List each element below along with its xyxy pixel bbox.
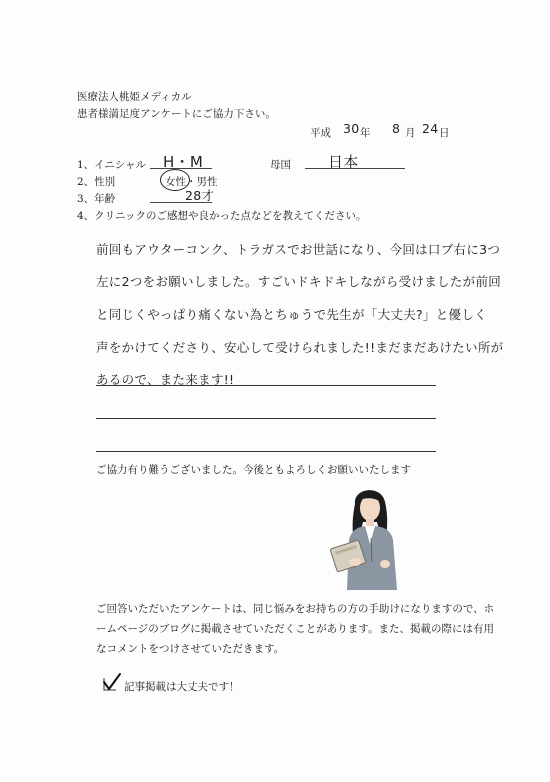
country-value: 日本 xyxy=(328,153,359,171)
check-mark-icon xyxy=(104,674,120,689)
survey-title: 患者様満足度アンケートにご協力下さい。 xyxy=(77,108,276,120)
age-underline xyxy=(150,202,212,203)
gender-male: 男性 xyxy=(196,176,218,188)
thanks-text: ご協力有り難うございました。今後ともよろしくお願いいたします xyxy=(96,464,411,476)
consent-label: 記事掲載は大丈夫です！ xyxy=(124,681,240,693)
question-label: 4、クリニックのご感想や良かった点などを教えてください。 xyxy=(77,210,367,222)
gender-label: 2、性別 xyxy=(77,176,116,188)
answer-line: 前回もアウターコンク、トラガスでお世話になり、今回は口ブ右に3つ xyxy=(96,242,501,257)
notice-line: なコメントをつけさせていただきます。 xyxy=(96,643,285,655)
checkbox-icon xyxy=(100,671,122,693)
country-underline xyxy=(305,168,405,169)
answer-rule xyxy=(96,451,436,452)
consent-checkbox[interactable] xyxy=(100,671,122,697)
age-label: 3、年齢 xyxy=(77,193,116,205)
date-year: 30 xyxy=(343,121,360,136)
answer-line: 声をかけてくださり、安心して受けられました!!まだまだあけたい所が xyxy=(96,340,504,355)
gender-separator: ・ xyxy=(186,176,197,188)
gender-female: 女性 xyxy=(165,176,186,188)
date-era: 平成 xyxy=(310,127,331,139)
date-day-unit: 日 xyxy=(439,127,450,139)
answer-line: 左に2つをお願いしました。すごいドキドキしながら受けましたが前回 xyxy=(96,274,502,289)
country-label: 母国 xyxy=(270,159,291,171)
initial-underline xyxy=(150,168,212,169)
businesswoman-illustration xyxy=(325,482,415,590)
answer-line: あるので、また来ます!! xyxy=(96,372,235,387)
notice-line: ームページのブログに掲載させていただくことがあります。また、掲載の際には有用 xyxy=(96,623,494,635)
date-year-unit: 年 xyxy=(360,127,371,139)
answer-rule xyxy=(96,418,436,419)
age-value: 28才 xyxy=(185,188,215,203)
notice-line: ご回答いただいたアンケートは、同じ悩みをお持ちの方の手助けになりますので、ホ xyxy=(96,603,495,615)
answer-rule xyxy=(96,385,436,386)
answer-line: と同じくやっぱり痛くない為とちゅうで先生が「大丈夫?」と優しく xyxy=(96,307,487,322)
date-day: 24 xyxy=(422,121,439,136)
initial-label: 1、イニシャル xyxy=(77,159,147,171)
date-month: 8 xyxy=(392,121,401,136)
date-month-unit: 月 xyxy=(405,127,416,139)
clinic-name: 医療法人桃姫メディカル xyxy=(77,91,192,103)
initial-value: H・M xyxy=(163,153,204,171)
